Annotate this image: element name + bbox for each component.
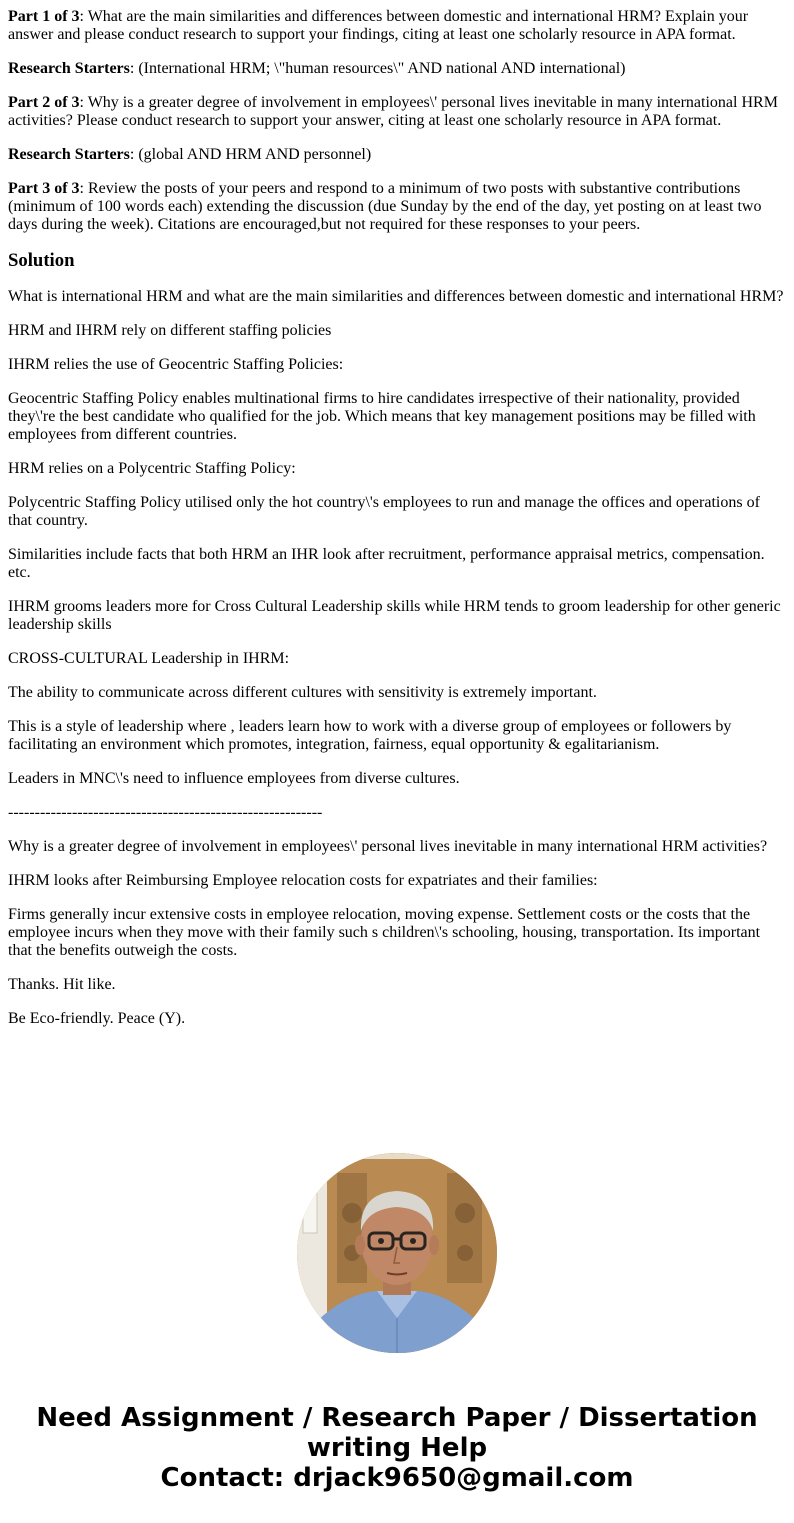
solution-paragraph: Thanks. Hit like.: [8, 976, 116, 993]
author-portrait-icon: [297, 1153, 497, 1353]
document-body: [8, 8, 786, 1044]
solution-paragraph: HRM and IHRM rely on different staffing policies: [8, 322, 332, 339]
solution-paragraph: IHRM relies the use of Geocentric Staffing Policies:: [8, 356, 344, 373]
part-1-label: Part 1 of 3: [8, 8, 80, 25]
part-3-text: : Review the posts of your peers and respond to a minimum of two posts with substantive contributions (minimum of 100 words each) extending the discussion (due Sunday by the end of the day, yet posting on at least two days during the week). Citations are encouraged,but not required for these responses to your peers.: [8, 180, 762, 233]
solution-paragraph: Polycentric Staffing Policy utilised only the hot country\'s employees to run and manage the offices and operations of that country.: [8, 494, 760, 529]
solution-paragraph: Be Eco-friendly. Peace (Y).: [8, 1010, 186, 1027]
research-starters-1: [8, 60, 786, 78]
research-starters-1-label: Research Starters: [8, 60, 130, 77]
solution-paragraph: Geocentric Staffing Policy enables multinational firms to hire candidates irrespective of their nationality, provided they\'re the best candidate who qualified for the job. Which means that key management positions may be filled with employees from different countries.: [8, 390, 756, 443]
question-part-3: [8, 180, 786, 234]
part-1-text: : What are the main similarities and differences between domestic and international HRM? Explain your answer and please conduct research to support your findings, citing at least one scholarly resource in APA format.: [8, 8, 749, 43]
question-part-1: [8, 8, 786, 44]
solution-paragraph: This is a style of leadership where , leaders learn how to work with a diverse group of employees or followers by facilitating an environment which promotes, integration, fairness, equal opportunity & egalitarianism.: [8, 718, 732, 753]
solution-paragraph: What is international HRM and what are the main similarities and differences between domestic and international HRM?: [8, 288, 784, 305]
research-starters-2-text: : (global AND HRM AND personnel): [129, 146, 372, 163]
question-part-2: [8, 94, 786, 130]
solution-paragraph: The ability to communicate across different cultures with sensitivity is extremely important.: [8, 684, 597, 701]
part-2-text: : Why is a greater degree of involvement in employees\' personal lives inevitable in many international HRM activities? Please conduct research to support your answer, citing at least one scholarly resource in APA format.: [8, 94, 778, 129]
solution-heading: Solution: [8, 250, 75, 271]
solution-paragraph: HRM relies on a Polycentric Staffing Policy:: [8, 460, 296, 477]
solution-paragraph: IHRM looks after Reimbursing Employee relocation costs for expatriates and their families:: [8, 872, 598, 889]
research-starters-2-label: Research Starters: [8, 146, 130, 163]
research-starters-2: [8, 146, 786, 164]
promo-headline: Need Assignment / Research Paper / Dissertation writing Help: [36, 1403, 758, 1463]
promo-banner: [0, 1403, 794, 1493]
separator-line: -----------------------------------------------------------: [8, 804, 323, 821]
solution-paragraph: Why is a greater degree of involvement in employees\' personal lives inevitable in many international HRM activities?: [8, 838, 768, 855]
solution-paragraph: Firms generally incur extensive costs in employee relocation, moving expense. Settlement costs or the costs that the employee incurs when they move with their family such s children\'s schooling, housing, transportation. Its important that the benefits outweigh the costs.: [8, 906, 761, 959]
solution-paragraph: CROSS-CULTURAL Leadership in IHRM:: [8, 650, 290, 667]
solution-paragraph: Similarities include facts that both HRM an IHR look after recruitment, performance appraisal metrics, compensation. etc.: [8, 546, 765, 581]
research-starters-1-text: : (International HRM; \"human resources\" AND national AND international): [129, 60, 626, 77]
part-2-label: Part 2 of 3: [8, 94, 80, 111]
solution-paragraph: Leaders in MNC\'s need to influence employees from diverse cultures.: [8, 770, 460, 787]
solution-paragraph: IHRM grooms leaders more for Cross Cultural Leadership skills while HRM tends to groom leadership for other generic leadership skills: [8, 598, 781, 633]
author-avatar: [297, 1153, 497, 1353]
promo-contact: Contact: drjack9650@gmail.com: [160, 1463, 634, 1493]
part-3-label: Part 3 of 3: [8, 180, 80, 197]
